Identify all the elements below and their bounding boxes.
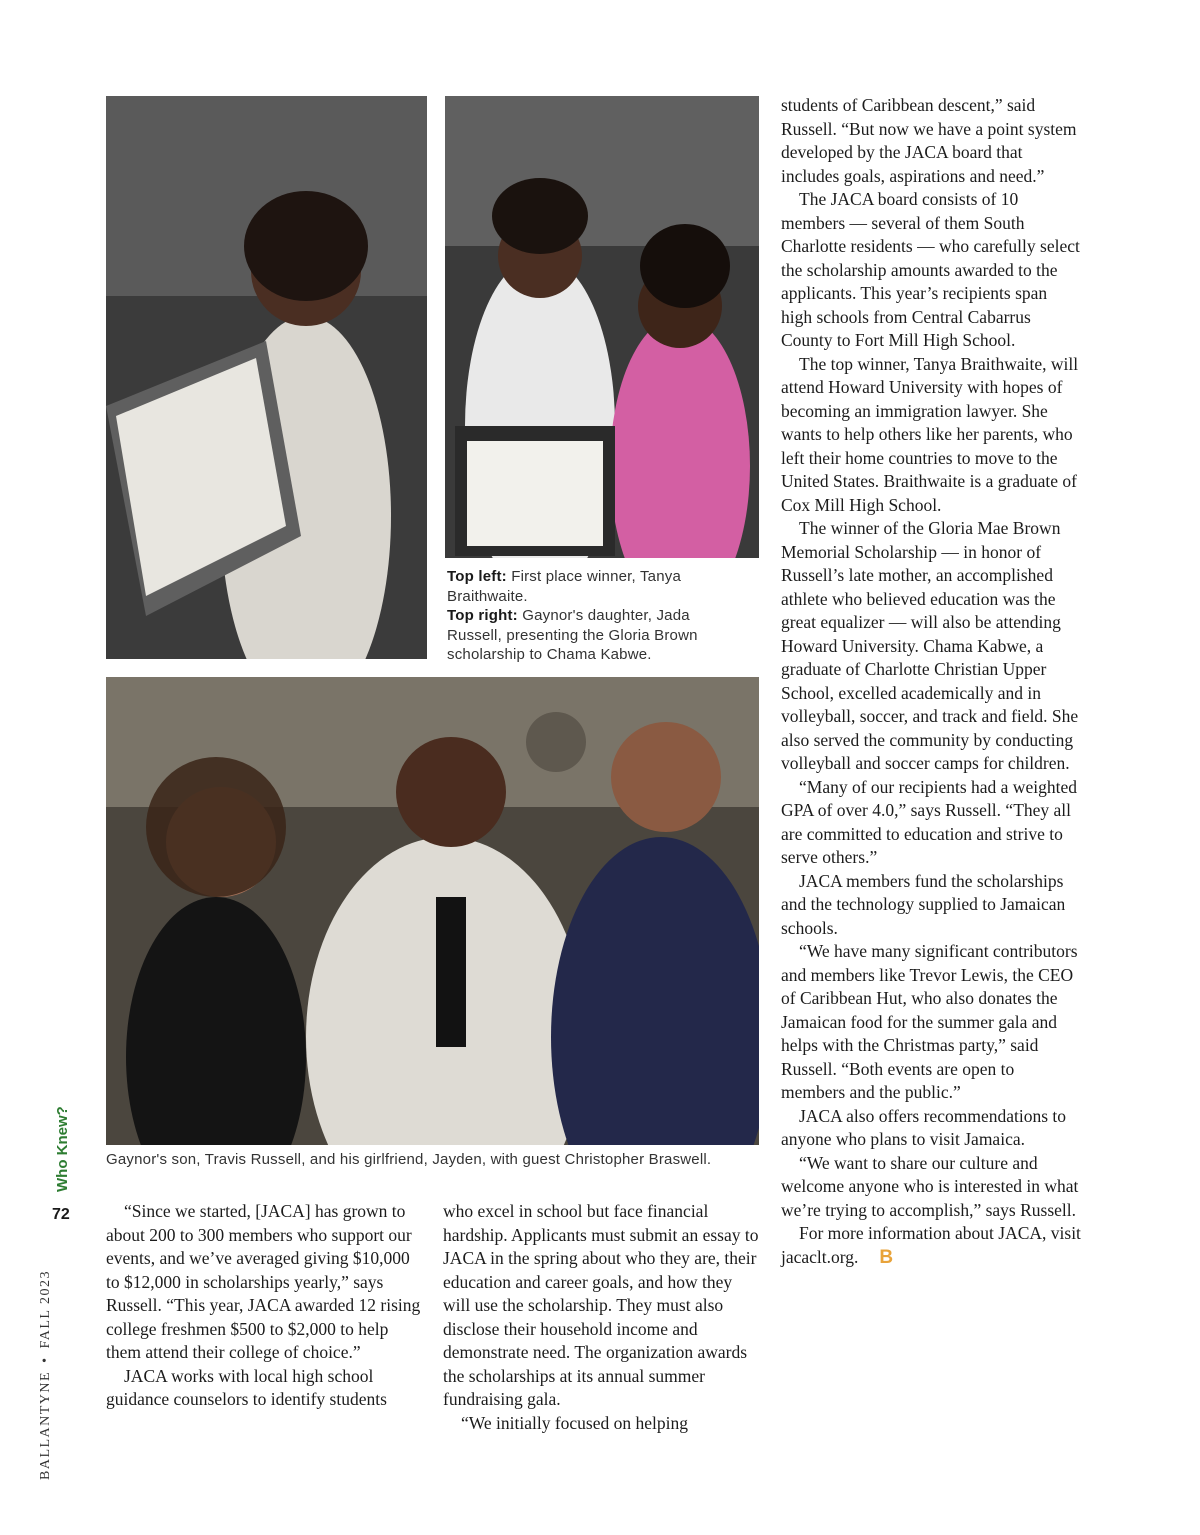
- paragraph: JACA members fund the scholarships and the technology supplied to Jamaican schools.: [781, 870, 1066, 938]
- end-mark-logo: B: [879, 1246, 894, 1268]
- paragraph: The top winner, Tanya Braithwaite, will attend Howard University with hopes of becoming an immigration lawyer. She wants to help others like her parents, who left their home countries to move to the United States. Braithwaite is a graduate of Cox Mill High School.: [781, 353, 1079, 515]
- paragraph: “We initially focused on helping: [461, 1412, 689, 1433]
- paragraph-final: [781, 1222, 1081, 1269]
- paragraph: students of Caribbean descent,” said Russell. “But now we have a point system developed by the JACA board that includes goals, aspirations and need.”: [781, 95, 1077, 186]
- paragraph: JACA works with local high school guidance counselors to identify students: [106, 1365, 387, 1409]
- paragraph: who excel in school but face financial hardship. Applicants must submit an essay to JACA in the spring about who they are, their education and career goals, and how they will use the scholarship. They must also disclose their household income and demonstrate need. The organization awards the scholarships at its annual summer fundraising gala.: [443, 1201, 759, 1409]
- caption-top-left-label: Top left:: [447, 568, 507, 585]
- photo-caption-top: [447, 567, 747, 665]
- page-number: 72: [52, 1206, 70, 1223]
- caption-top-right-text: Gaynor's daughter, Jada Russell, presenting the Gloria Brown scholarship to Chama Kabwe.: [447, 607, 698, 663]
- photo-caption-bottom: Gaynor's son, Travis Russell, and his girlfriend, Jayden, with guest Christopher Braswell.: [106, 1151, 712, 1168]
- publication-name: BALLANTYNE: [38, 1370, 53, 1480]
- photo-first-place-winner: [106, 96, 427, 659]
- caption-top-left-text: First place winner, Tanya Braithwaite.: [447, 568, 682, 605]
- paragraph: “Since we started, [JACA] has grown to about 200 to 300 members who support our events, and we’ve averaged giving $10,000 to $12,000 in scholarships yearly,” says Russell. “This year, JACA awarded 12 rising college freshmen $500 to $2,000 to help them attend their college of choice.”: [106, 1201, 421, 1362]
- issue-label: FALL 2023: [38, 1270, 53, 1349]
- paragraph: The winner of the Gloria Mae Brown Memorial Scholarship — in honor of Russell’s late mother, an accomplished athlete who believed education was the great equalizer — will also be attending Howard University. Chama Kabwe, a graduate of Charlotte Christian Upper School, excelled academically and in volleyball, soccer, and track and field. She also served the community by conducting volleyball and soccer camps for children.: [781, 518, 1079, 773]
- section-label: Who Knew?: [54, 1106, 71, 1192]
- paragraph: “We want to share our culture and welcome anyone who is interested in what we’re trying to accomplish,” says Russell.: [781, 1152, 1079, 1220]
- paragraph: “We have many significant contributors and members like Trevor Lewis, the CEO of Caribbean Hut, who also donates the Jamaican food for the summer gala and helps with the Christmas party,” said Russell. “Both events are open to members and the public.”: [781, 941, 1078, 1102]
- photo-scholarship-presentation: [445, 96, 759, 558]
- final-paragraph-text: For more information about JACA, visit jacaclt.org.: [781, 1223, 1081, 1267]
- photo-group-guests: [106, 677, 759, 1145]
- article-column-1: [106, 1200, 424, 1412]
- paragraph: “Many of our recipients had a weighted GPA of over 4.0,” says Russell. “They all are committed to education and strive to serve others.”: [781, 776, 1077, 867]
- caption-top-right-label: Top right:: [447, 607, 518, 624]
- paragraph: The JACA board consists of 10 members — several of them South Charlotte residents — who carefully select the scholarship amounts awarded to the applicants. This year’s recipients span high schools from Central Cabarrus County to Fort Mill High School.: [781, 189, 1080, 350]
- article-column-2: [443, 1200, 761, 1435]
- folio-separator: •: [38, 1356, 53, 1363]
- paragraph: JACA also offers recommendations to anyone who plans to visit Jamaica.: [781, 1105, 1066, 1149]
- article-column-3: [781, 94, 1081, 1269]
